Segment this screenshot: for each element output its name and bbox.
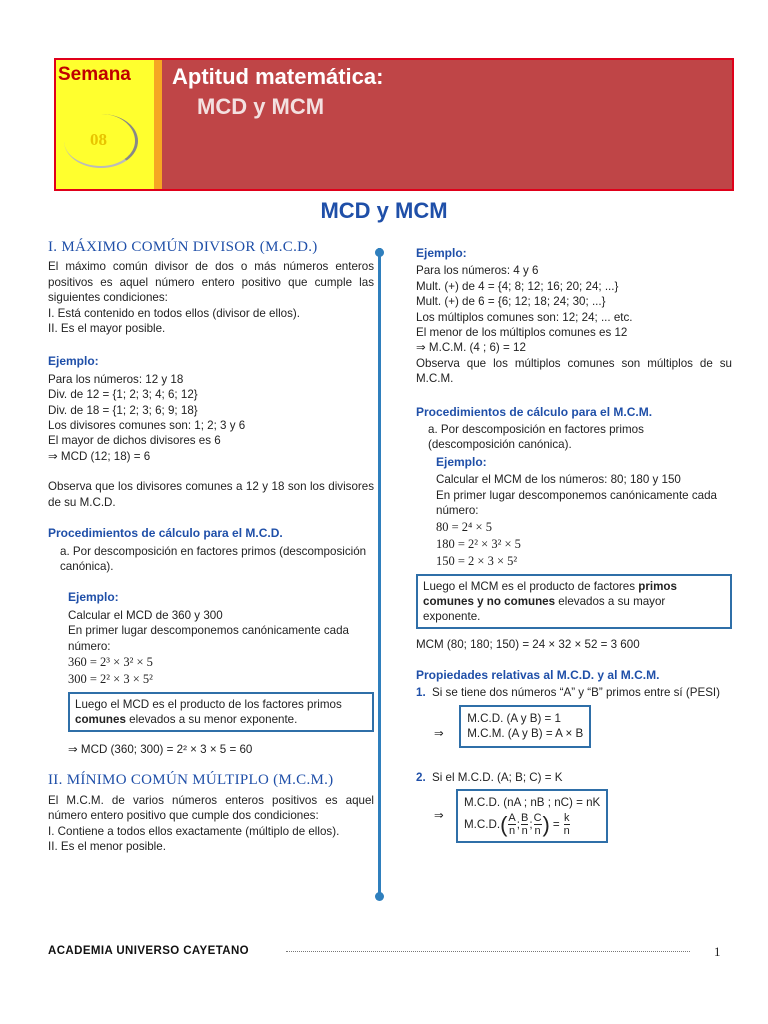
property-2 — [416, 770, 732, 785]
properties-title: Propiedades relativas al M.C.D. y al M.C.M. — [416, 667, 660, 682]
mcd-procedure-title: Procedimientos de cálculo para el M.C.D. — [48, 526, 283, 541]
mcm-rule-box — [416, 574, 732, 629]
page-number: 1 — [714, 944, 721, 959]
property-2-formula — [434, 789, 732, 843]
implies-arrow: ⇒ — [434, 727, 444, 741]
property-1-formula — [434, 705, 732, 748]
fraction-c-over-n: $\frac{C}{n}$ — [533, 812, 542, 838]
mcd-rule-box — [68, 692, 374, 732]
mcm-example-label: Ejemplo: — [416, 246, 467, 260]
mcm-example-line: ⇒ M.C.M. (4 ; 6) = 12 — [416, 341, 526, 355]
mcm-example2-line: Calcular el MCM de los números: 80; 180 y 150 — [436, 473, 681, 487]
page-title: MCD y MCM — [320, 198, 448, 223]
week-label: Semana — [58, 64, 131, 85]
property-1-number: 1. — [416, 686, 426, 700]
mcd-example-line: Div. de 12 = {1; 2; 3; 4; 6; 12} — [48, 388, 198, 402]
mcd-example-line: El mayor de dichos divisores es 6 — [48, 434, 221, 448]
week-badge — [56, 60, 162, 189]
footer-dotted-rule — [286, 951, 690, 952]
mcd-observation: Observa que los divisores comunes a 12 y 18 son los divisores de su M.C.D. — [48, 480, 374, 509]
mcm-result: MCM (80; 180; 150) = 24 × 32 × 52 = 3 600 — [416, 637, 640, 651]
fraction-b-over-n: $\frac{B}{n}$ — [520, 812, 529, 838]
mcd-section-title: I. MÁXIMO COMÚN DIVISOR (M.C.D.) — [48, 239, 318, 255]
mcm-example-line: Mult. (+) de 6 = {6; 12; 18; 24; 30; ...} — [416, 295, 606, 309]
property-2-number: 2. — [416, 770, 426, 784]
property-2-box — [456, 789, 608, 843]
mcd-example-line: Los divisores comunes son: 1; 2; 3 y 6 — [48, 419, 246, 433]
week-number: 08 — [90, 130, 107, 149]
eq-80: 80 = 2⁴ × 5 — [436, 519, 492, 534]
fraction-k-over-n: $\frac{k}{n}$ — [563, 812, 570, 838]
mcm-example-line: Observa que los múltiplos comunes son múltiplos de su M.C.M. — [416, 356, 732, 386]
mcm-example2-label: Ejemplo: — [436, 454, 487, 469]
mcm-procedure-title: Procedimientos de cálculo para el M.C.M. — [416, 404, 653, 419]
mcm-example-line: Los múltiplos comunes son: 12; 24; ... etc. — [416, 310, 633, 324]
mcd-condition-2: II. Es el mayor posible. — [48, 322, 166, 336]
mcm-condition-1: I. Contiene a todos ellos exactamente (múltiplo de ellos). — [48, 824, 340, 838]
implies-arrow: ⇒ — [434, 809, 444, 823]
property-2-text: Si el M.C.D. (A; B; C) = K — [432, 770, 563, 784]
mcd-result: ⇒ MCD (360; 300) = 2² × 3 × 5 = 60 — [68, 742, 253, 756]
property-1-line: M.C.M. (A y B) = A × B — [467, 727, 584, 741]
eq-300: 300 = 2² × 3 × 5² — [68, 671, 153, 686]
mcd-example2-line: Calcular el MCD de 360 y 300 — [68, 608, 223, 622]
property-2-line: M.C.D. (nA ; nB ; nC) = nK — [464, 795, 601, 809]
banner-title: Aptitud matemática: — [172, 64, 384, 89]
property-1-line: M.C.D. (A y B) = 1 — [467, 711, 561, 725]
mcm-section-title: II. MÍNIMO COMÚN MÚLTIPLO (M.C.M.) — [48, 772, 334, 789]
mcd-prefix: M.C.D. — [464, 818, 501, 832]
mcm-rule-text: elevados a su mayor exponente. — [423, 594, 666, 623]
mcm-definition: El M.C.M. de varios números enteros positivos es aquel número entero positivo que cumple dos condiciones: — [48, 793, 374, 823]
mcm-example-line: El menor de los múltiplos comunes es 12 — [416, 326, 628, 340]
left-column — [48, 240, 374, 854]
eq-360: 360 = 2³ × 3² × 5 — [68, 654, 153, 669]
mcm-example-line: Para los números: 4 y 6 — [416, 264, 539, 278]
mcd-rule-text: Luego el MCD es el producto de los factores primos — [75, 697, 342, 711]
property-1 — [416, 685, 732, 700]
property-1-text: Si se tiene dos números “A” y “B” primos entre sí (PESI) — [432, 686, 721, 700]
header-banner — [54, 58, 734, 191]
mcd-rule-text: elevados a su menor exponente. — [125, 712, 298, 726]
mcd-example2-line: En primer lugar descomponemos canónicamente cada número: — [68, 624, 349, 653]
eq-150: 150 = 2 × 3 × 5² — [436, 553, 518, 568]
banner-subtitle: MCD y MCM — [197, 94, 325, 119]
mcm-example-line: Mult. (+) de 4 = {4; 8; 12; 16; 20; 24; ...} — [416, 279, 619, 293]
column-divider — [378, 248, 381, 896]
property-1-box — [459, 705, 591, 748]
right-column — [416, 240, 732, 843]
mcm-rule-bold: primos comunes y no comunes — [423, 579, 677, 608]
property-2-fraction-line: M.C.D. ( $\frac{A}{n}$ ; $\frac{B}{n}$ ; $\frac{C}{n}$ ) = $\frac{k}{n}$ — [464, 812, 570, 838]
mcd-example2-label: Ejemplo: — [68, 590, 119, 605]
mcd-condition-1: I. Está contenido en todos ellos (divisor de ellos). — [48, 306, 300, 320]
mcd-procedure-a: a. Por descomposición en factores primos (descomposición canónica). — [60, 544, 367, 573]
mcd-example-line: Para los números: 12 y 18 — [48, 372, 184, 386]
footer-academy-name: ACADEMIA UNIVERSO CAYETANO — [48, 945, 250, 957]
mcd-definition: El máximo común divisor de dos o más números enteros positivos es aquel número entero positivo que cumple las siguientes condiciones: — [48, 260, 374, 305]
divider-dot-bottom — [375, 892, 384, 901]
mcd-example-line: Div. de 18 = {1; 2; 3; 6; 9; 18} — [48, 403, 198, 417]
mcm-rule-text: Luego el MCM es el producto de factores — [423, 579, 639, 593]
mcd-example-label: Ejemplo: — [48, 354, 99, 369]
mcm-condition-2: II. Es el menor posible. — [48, 839, 166, 853]
mcm-procedure-a: a. Por descomposición en factores primos (descomposición canónica). — [428, 423, 644, 452]
mcd-rule-bold: comunes — [75, 712, 126, 726]
mcd-example-line: ⇒ MCD (12; 18) = 6 — [48, 449, 151, 463]
mcm-example2-line: En primer lugar descomponemos canónicamente cada número: — [436, 488, 717, 518]
eq-180: 180 = 2² × 3² × 5 — [436, 536, 521, 551]
fraction-a-over-n: $\frac{A}{n}$ — [508, 812, 516, 838]
divider-dot-top — [375, 248, 384, 257]
